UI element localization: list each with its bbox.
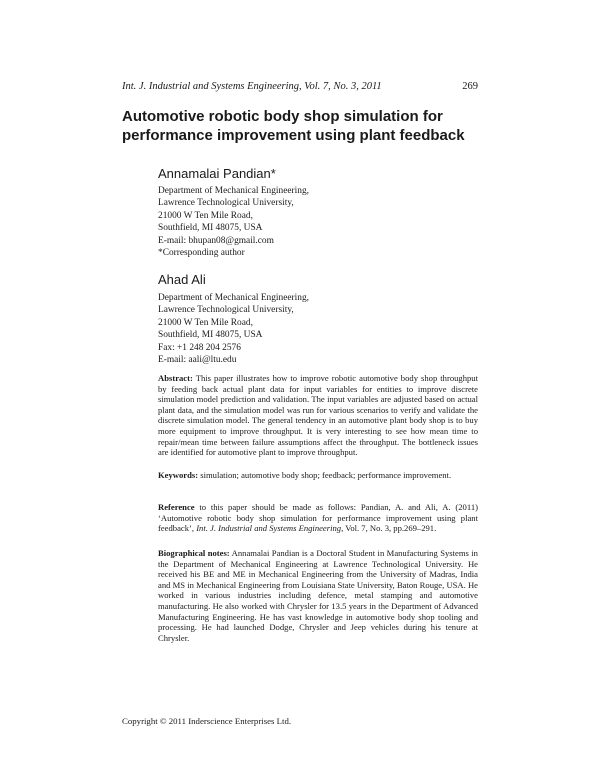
- affiliation-line: Southfield, MI 48075, USA: [158, 330, 263, 341]
- affiliation-line: 21000 W Ten Mile Road,: [158, 210, 253, 221]
- affiliation-line: 21000 W Ten Mile Road,: [158, 317, 253, 328]
- author-name: Ahad Ali: [158, 272, 206, 287]
- bio-label: Biographical notes:: [158, 548, 230, 558]
- abstract-text: This paper illustrates how to improve robotic automotive body shop throughput by feeding back actual plant data for input variables for entities to improve discrete simulation model prediction and validation. The input variables are adjusted based on actual plant data, and the simulation model was run for various scenarios to verify and validate the discrete simulation model. The general tendency in an automotive plant body shop is to buy more equipment to improve throughput. It is very interesting to see how mean time to repair/mean time between failure assumptions affect the throughput. The bottleneck issues are identified for automotive plant to improve throughput.: [158, 373, 478, 458]
- affiliation-line: Department of Mechanical Engineering,: [158, 186, 309, 196]
- affiliation-email: E-mail: aali@ltu.edu: [158, 355, 237, 366]
- keywords-label: Keywords:: [158, 470, 199, 480]
- affiliation-fax: Fax: +1 248 204 2576: [158, 342, 241, 353]
- copyright: Copyright © 2011 Inderscience Enterprises Ltd.: [122, 716, 292, 726]
- reference-text: to this paper should be made as follows: Pandian, A. and Ali, A. (2011) ‘Automotive robotic body shop simulation for performance improvement using plant feedback’,: [158, 502, 478, 534]
- affiliation-line: Lawrence Technological University,: [158, 305, 294, 316]
- reference: [158, 502, 478, 534]
- author-affiliation: [158, 292, 309, 366]
- corresponding-author-note: *Corresponding author: [158, 248, 245, 259]
- title-line: performance improvement using plant feedback: [122, 127, 465, 144]
- reference-volume: Vol. 7, No. 3, pp.269–291.: [345, 523, 437, 534]
- author-affiliation: [158, 185, 309, 259]
- reference-label: Reference: [158, 502, 195, 512]
- affiliation-line: Southfield, MI 48075, USA: [158, 223, 263, 234]
- keywords: [158, 470, 478, 481]
- biographical-notes: [158, 548, 478, 643]
- abstract-label: Abstract:: [158, 373, 193, 383]
- keywords-text: simulation; automotive body shop; feedback; performance improvement.: [200, 470, 452, 480]
- reference-journal: Int. J. Industrial and Systems Engineering,: [196, 523, 344, 534]
- affiliation-email: E-mail: bhupan08@gmail.com: [158, 235, 274, 246]
- author-name: Annamalai Pandian*: [158, 166, 276, 181]
- page-number: 269: [462, 81, 478, 92]
- bio-text: Annamalai Pandian is a Doctoral Student in Manufacturing Systems in the Department of Mechanical Engineering at Lawrence Technological University. He received his BE and ME in Mechanical Engineering from the University of Madras, India and MS in Mechanical Engineering from Louisiana State University, Baton Rouge, USA. He worked in various industries including defence, metal stamping and automotive manufacturing. He also worked with Chrysler for 13.5 years in the Department of Advanced Manufacturing Engineering. He has vast knowledge in automotive body shop tooling and processing. He had launched Dodge, Chrysler and Jeep vehicles during his tenure at Chrysler.: [158, 548, 478, 643]
- affiliation-line: Lawrence Technological University,: [158, 198, 294, 209]
- affiliation-line: Department of Mechanical Engineering,: [158, 293, 309, 303]
- running-head: Int. J. Industrial and Systems Engineering, Vol. 7, No. 3, 2011: [122, 81, 382, 92]
- title-line: Automotive robotic body shop simulation for: [122, 108, 443, 125]
- abstract: [158, 373, 478, 458]
- paper-title: [122, 107, 482, 145]
